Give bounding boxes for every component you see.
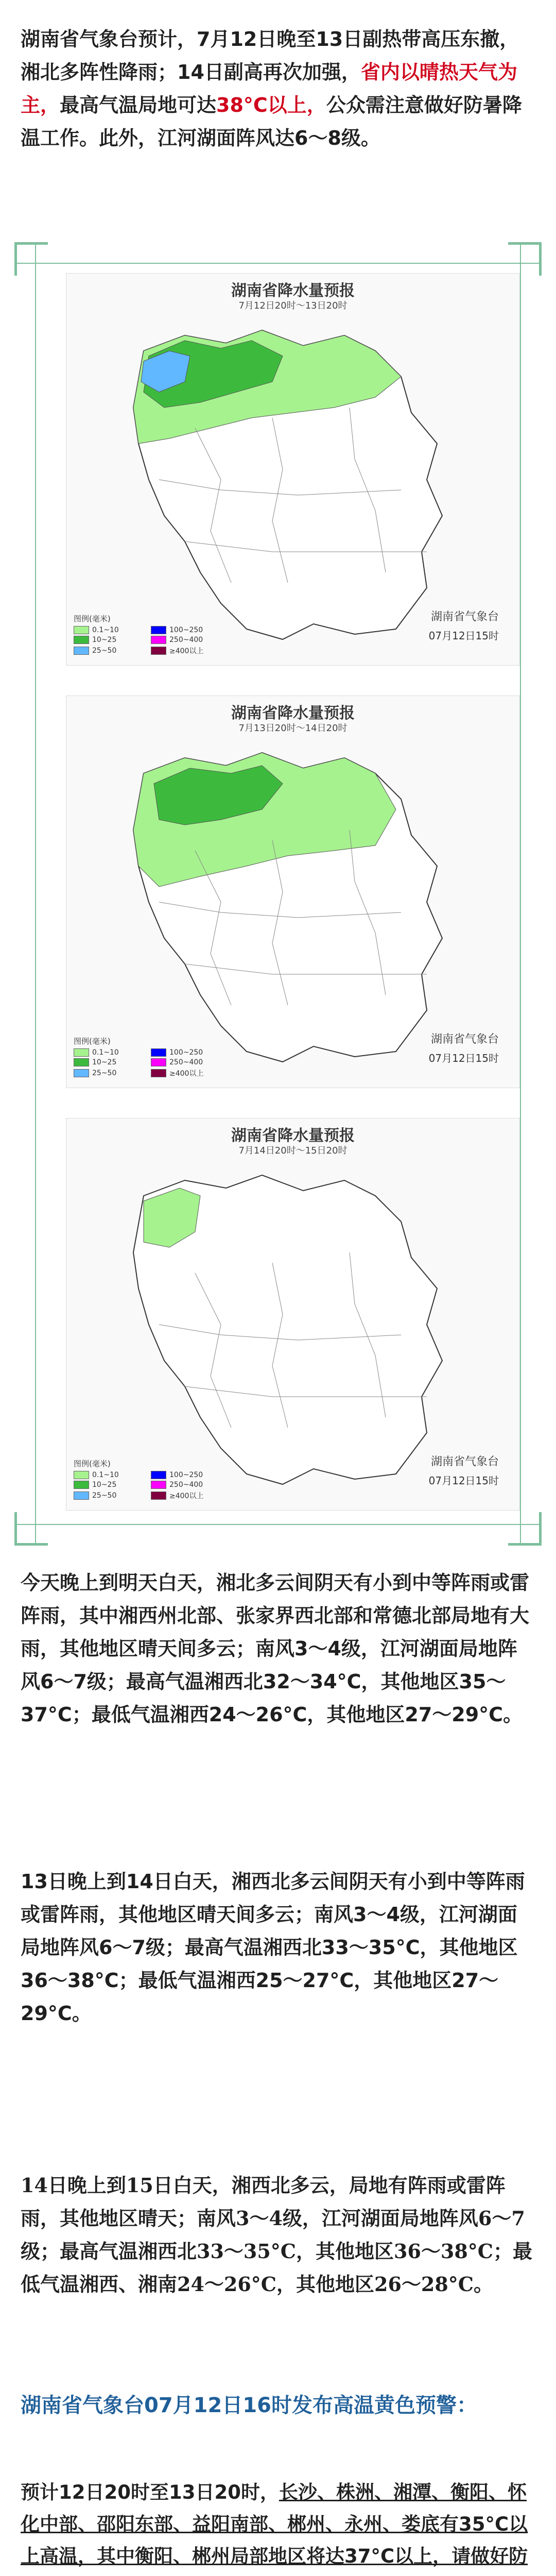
warning-text — [21, 2477, 535, 2576]
legend-title: 图例(毫米) — [74, 1037, 111, 1046]
frame-corner-br — [508, 1512, 542, 1546]
intro-text-1: 湖南省气象台预计，7月12日晚至13日副热带高压东撤，湘北多阵性降雨；14日副高再次加强， — [21, 28, 519, 83]
legend-item: 10~25 — [74, 636, 151, 644]
legend-item: 250~400 — [151, 1481, 228, 1489]
precip-map-1 — [66, 273, 520, 666]
legend-item: 250~400 — [151, 1058, 228, 1066]
precip-map-3-legend — [74, 1458, 228, 1501]
legend-item: ≥400以上 — [151, 646, 228, 656]
precip-map-3-agency: 湖南省气象台 — [430, 1455, 499, 1468]
precip-map-2-time: 07月12日15时 — [428, 1052, 499, 1064]
precip-map-2-title: 湖南省降水量预报 — [231, 704, 355, 722]
warning-lead: 预计12日20时至13日20时， — [21, 2481, 279, 2503]
intro-paragraph — [21, 23, 535, 155]
frame-corner-bl — [14, 1512, 48, 1546]
legend-item: 100~250 — [151, 626, 228, 634]
forecast-paragraph-1: 今天晚上到明天白天，湘北多云间阴天有小到中等阵雨或雷阵雨，其中湘西州北部、张家界西北部和常德北部局地有大雨，其他地区晴天间多云；南风3～4级，江河湖面局地阵风6～7级；最高气温湘西北32～34°C，其他地区35～37°C；最低气温湘西24～26°C，其他地区27～29°C。 — [21, 1571, 530, 1726]
precip-map-2-legend — [74, 1036, 228, 1078]
precip-map-1-time: 07月12日15时 — [428, 630, 499, 642]
legend-item: 100~250 — [151, 1471, 228, 1479]
forecast-paragraph-2: 13日晚上到14日白天，湘西北多云间阴天有小到中等阵雨或雷阵雨，其他地区晴天间多云；南风3～4级，江河湖面局地阵风6～7级；最高气温湘西北33～35°C，其他地区36～38°C；最低气温湘西25～27°C，其他地区27～29°C。 — [21, 1870, 525, 2025]
intro-text-3: 公众需注意做好防暑降温工作。此外，江河湖面阵风达6～8级。 — [21, 94, 522, 149]
precip-map-2-subtitle: 7月13日20时～14日20时 — [238, 723, 348, 734]
legend-item: 0.1~10 — [74, 1048, 151, 1057]
legend-item: 25~50 — [74, 1490, 151, 1501]
intro-text-2: 最高气温局地可达 — [60, 94, 217, 116]
legend-item: 25~50 — [74, 646, 151, 656]
legend-item: 250~400 — [151, 636, 228, 644]
legend-title: 图例(毫米) — [74, 1459, 111, 1468]
legend-title: 图例(毫米) — [74, 614, 111, 623]
precip-map-1-subtitle: 7月12日20时～13日20时 — [238, 300, 348, 311]
precip-map-3-time: 07月12日15时 — [428, 1475, 499, 1487]
legend-item: ≥400以上 — [151, 1068, 228, 1078]
precip-map-2-agency: 湖南省气象台 — [430, 1033, 499, 1046]
precip-map-2-graphic — [66, 696, 519, 1088]
intro-highlight: 省内以晴热天气为主， — [21, 61, 517, 116]
precip-map-3-title: 湖南省降水量预报 — [231, 1127, 355, 1145]
precip-map-1-agency: 湖南省气象台 — [430, 611, 499, 623]
precip-map-1-title: 湖南省降水量预报 — [231, 282, 355, 300]
legend-item: 25~50 — [74, 1068, 151, 1078]
warning-detail: 有35°C以上高温，其中衡阳、郴州局部地区将达37°C以上，请做好防 — [21, 2513, 528, 2567]
legend-item: ≥400以上 — [151, 1490, 228, 1501]
frame-line-bottom — [14, 1524, 542, 1525]
frame-line-right — [520, 242, 521, 1546]
frame-corner-tl — [14, 242, 48, 276]
frame-corner-tr — [508, 242, 542, 276]
forecast-maps-frame — [14, 242, 542, 1546]
precip-map-3-subtitle: 7月14日20时～15日20时 — [238, 1145, 348, 1156]
precip-map-3 — [66, 1118, 520, 1511]
legend-item: 0.1~10 — [74, 1471, 151, 1479]
legend-item: 100~250 — [151, 1048, 228, 1057]
legend-item: 10~25 — [74, 1058, 151, 1066]
legend-item: 0.1~10 — [74, 626, 151, 634]
precip-map-2 — [66, 696, 520, 1088]
frame-line-top — [14, 263, 542, 264]
precip-map-3-graphic — [66, 1118, 519, 1510]
forecast-paragraph-3: 14日晚上到15日白天，湘西北多云，局地有阵雨或雷阵雨，其他地区晴天；南风3～4级，江河湖面局地阵风6～7级；最高气温湘西北33～35°C，其他地区36～38°C；最低气温湘西、湘南24～26°C，其他地区26～28°C。 — [21, 2174, 533, 2296]
legend-item: 10~25 — [74, 1481, 151, 1489]
precip-map-1-legend — [74, 613, 228, 656]
warning-title: 湖南省气象台07月12日16时发布高温黄色预警： — [21, 2394, 477, 2417]
frame-line-left — [35, 242, 36, 1546]
intro-temp: 38°C以上， — [216, 94, 326, 116]
precip-map-1-graphic — [66, 274, 519, 665]
warning-regions: 长沙、株洲、湘潭、衡阳、怀化中部、邵阳东部、益阳南部、郴州、永州、娄底 — [21, 2481, 527, 2535]
